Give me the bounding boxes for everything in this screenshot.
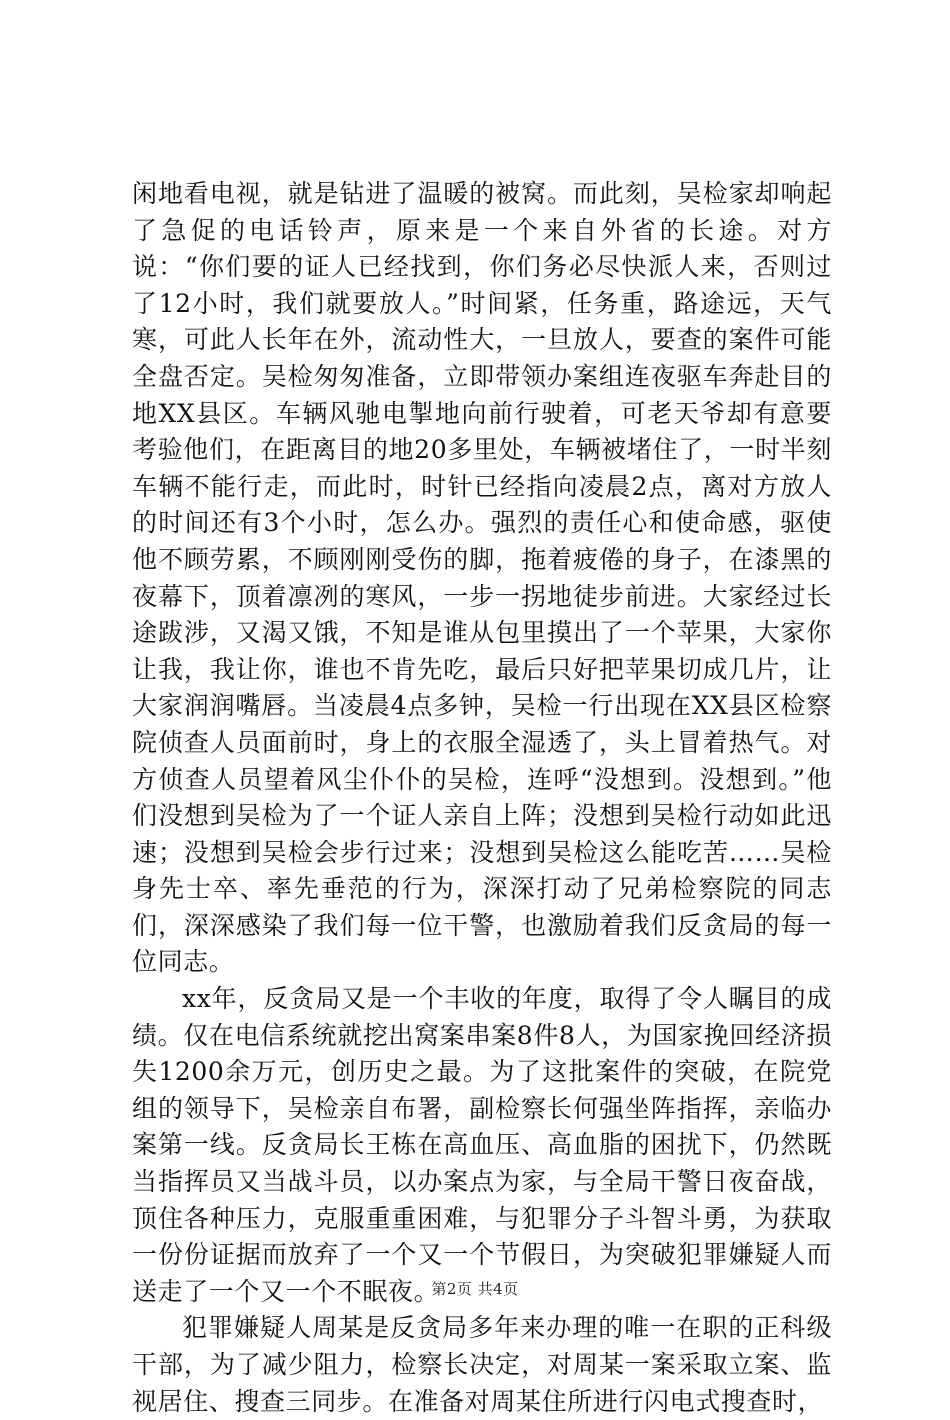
paragraph-2: xx年，反贪局又是一个丰收的年度，取得了令人瞩目的成绩。仅在电信系统就挖出窝案串案8件8人，为国家挽回经济损失1200余万元，创历史之最。为了这批案件的突破，在院党组的领导下，吴检亲自布署，副检察长何强坐阵指挥，亲临办案第一线。反贪局长王栋在高血压、高血脂的困扰下，仍然既当指挥员又当战斗员，以办案点为家，与全局干警日夜奋战，顶住各种压力，克服重重困难，与犯罪分子斗智斗勇，为获取一份份证据而放弃了一个又一个节假日，为突破犯罪嫌疑人而送走了一个又一个不眠夜。 xyxy=(132,984,832,1306)
paragraph-1: 闲地看电视，就是钻进了温暖的被窝。而此刻，吴检家却响起了急促的电话铃声，原来是一个来自外省的长途。对方说：“你们要的证人已经找到，你们务必尽快派人来，否则过了12小时，我们就要放人。”时间紧，任务重，路途远，天气寒，可此人长年在外，流动性大，一旦放人，要查的案件可能全盘否定。吴检匆匆准备，立即带领办案组连夜驱车奔赴目的地XX县区。车辆风驰电掣地向前行驶着，可老天爷却有意要考验他们，在距离目的地20多里处，车辆被堵住了，一时半刻车辆不能行走，而此时，时针已经指向凌晨2点，离对方放人的时间还有3个小时，怎么办。强烈的责任心和使命感，驱使他不顾劳累，不顾刚刚受伤的脚，拖着疲倦的身子，在漆黑的夜幕下，顶着凛冽的寒风，一步一拐地徒步前进。大家经过长途跋涉，又渴又饿，不知是谁从包里摸出了一个苹果，大家你让我，我让你，谁也不肯先吃，最后只好把苹果切成几片，让大家润润嘴唇。当凌晨4点多钟，吴检一行出现在XX县区检察院侦查人员面前时，身上的衣服全湿透了，头上冒着热气。对方侦查人员望着风尘仆仆的吴检，连呼“没想到。没想到。”他们没想到吴检为了一个证人亲自上阵；没想到吴检行动如此迅速；没想到吴检会步行过来；没想到吴检这么能吃苦……吴检身先士卒、率先垂范的行为，深深打动了兄弟检察院的同志们，深深感染了我们每一位干警，也激励着我们反贪局的每一位同志。 xyxy=(132,179,832,977)
body-text xyxy=(132,176,832,1420)
page-footer: 第2页 共4页 xyxy=(431,1280,519,1298)
paragraph-3: 犯罪嫌疑人周某是反贪局多年来办理的唯一在职的正科级干部，为了减少阻力，检察长决定，对周某一案采取立案、监视居住、搜查三同步。在准备对周某住所进行闪电式搜查时， xyxy=(132,1313,832,1416)
